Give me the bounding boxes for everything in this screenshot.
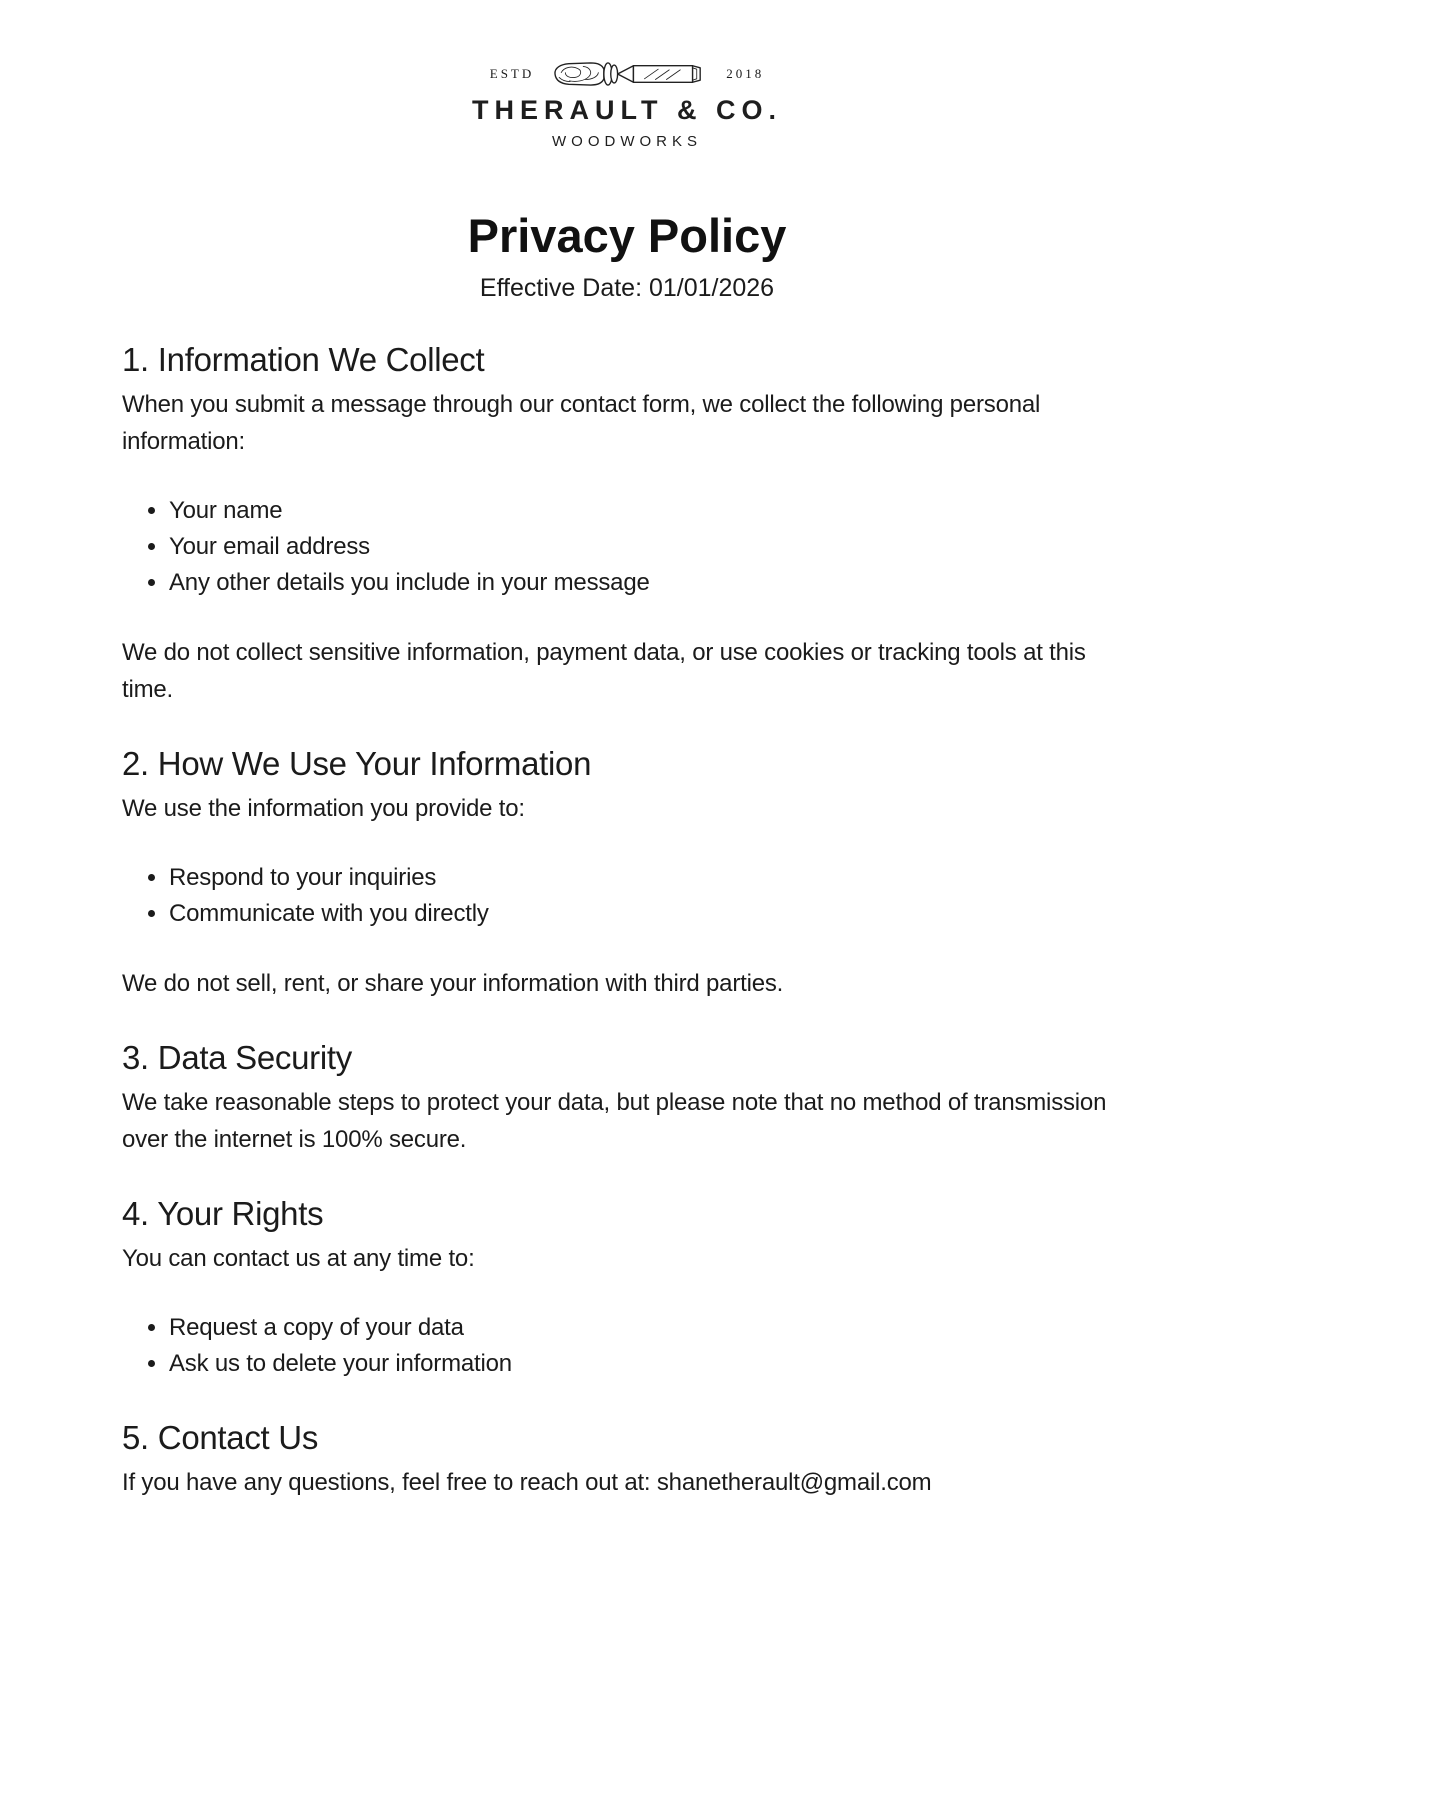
section-heading: 2. How We Use Your Information [122,745,592,782]
bullet-item: • Respond to your inquiries [169,860,1132,896]
chisel-icon [544,56,716,92]
section-contact-us [122,1418,1132,1501]
bullet-item: • Request a copy of your data [169,1310,1132,1346]
effective-date: Effective Date: 01/01/2026 [479,274,775,302]
section-paragraph: We do not collect sensitive information, payment data, or use cookies or tracking tools at this time. [122,639,1086,703]
bullet-item: • Communicate with you directly [169,896,1132,932]
section-heading: 4. Your Rights [122,1195,324,1232]
section-heading: 3. Data Security [122,1039,352,1076]
bullet-list [122,1310,1132,1382]
page-title: Privacy Policy [467,209,787,262]
bullet-list [122,493,1132,601]
brand-estd-label: ESTD [489,66,535,81]
section-data-security [122,1038,1132,1158]
section-your-rights [122,1194,1132,1382]
section-heading: 5. Contact Us [122,1419,319,1456]
bullet-item: • Ask us to delete your information [169,1346,1132,1382]
section-paragraph: You can contact us at any time to: [122,1245,475,1272]
section-how-we-use-your-information [122,744,1132,1002]
bullet-item: • Your email address [169,529,1132,565]
section-heading: 1. Information We Collect [122,341,485,378]
section-paragraph contact-email-text: If you have any questions, feel free to reach out at: shanetherault@gmail.com [122,1469,932,1496]
section-information-we-collect [122,340,1132,708]
section-paragraph: We use the information you provide to: [122,795,525,822]
brand-header [122,56,1132,150]
section-paragraph: We take reasonable steps to protect your data, but please note that no method of transmission over the internet is 100% secure. [122,1089,1107,1153]
brand-name: THERAULT & CO. [472,95,782,125]
brand-year-label: 2018 [726,66,765,81]
bullet-list [122,860,1132,932]
bullet-item: • Your name [169,493,1132,529]
brand-estd-row [122,56,1132,92]
section-paragraph: We do not sell, rent, or share your information with third parties. [122,970,784,997]
bullet-item: • Any other details you include in your message [169,565,1132,601]
section-paragraph: When you submit a message through our contact form, we collect the following personal information: [122,391,1041,455]
brand-subtitle: WOODWORKS [552,133,702,150]
